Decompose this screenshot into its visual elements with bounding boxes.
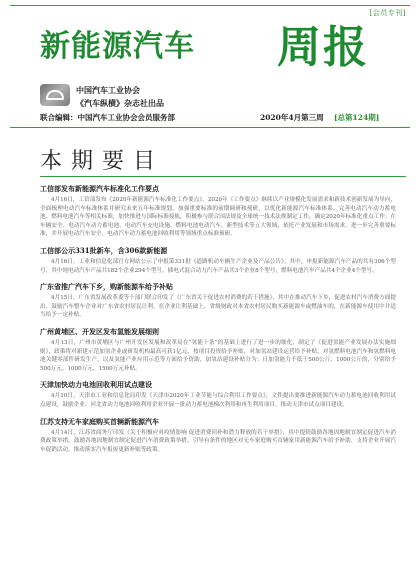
article (40, 417, 396, 455)
article-title[interactable]: 工信部发布新能源汽车标准化工作要点 (40, 184, 159, 193)
caam-logo-icon (40, 84, 70, 106)
masthead-title: 新能源汽车 (40, 29, 195, 64)
masthead-subtitle: 周报 (277, 22, 369, 73)
article-title[interactable]: 广东省推广汽车下乡，购新能源车给予补贴 (40, 282, 173, 292)
publisher-name: 中国汽车工业协会 (76, 86, 140, 95)
article-title[interactable]: 工信部公示331批新车，含306款新能源 (40, 245, 168, 255)
header-rule-line (10, 5, 410, 6)
issue-info-bar (10, 112, 410, 128)
section-title: 本期要目 (40, 149, 165, 174)
member-badge: [会员专刊] (369, 9, 406, 17)
article-list (40, 184, 396, 461)
co-editor: 联合编辑：中国汽车工业协会会员服务部 (40, 113, 175, 122)
issue-number: [总第124期] (334, 113, 380, 122)
article-body: 4月16日，工信部发布《2020年新能源汽车标准化工作要点》。2020年《工作要点》继续以产业规模化发展需求和新技术创新发展为导向，全面梳理电动汽车标准体系并研究未来五年标准规划，加强重要标准的前期调研和预研，以优化新能源汽车标准体系，完善电动汽车动力蓄电池、燃料电池汽车等相关标准，加快推进与国际标准接轨，积极参与联合国法规及全球统一技术法规制定工作，确定2020年标准化重点工作；在车辆安全、电动汽车动力蓄电池、电动汽车充电设施、燃料电池电动汽车、新型技术等五大领域，依托产业发展和市场需求，进一步完善重要标准，并开展电动汽车安全、电动汽车动力蓄电池回收利用等领域重点标准预研。 (40, 197, 396, 238)
article (40, 282, 396, 320)
article-title[interactable]: 江苏支持无车家庭购买首辆新能源汽车 (40, 416, 159, 426)
article-body: 4月14日，江苏省商务厅印发《关于积极应对疫情影响 促进消费回补和潜力释放的若干举措》，其中提到鼓励各地因地制宜制定促进汽车消费政策举措。鼓励各地因地制宜制定促进汽车消费政策举措，引导有条件的地区对无车家庭购买首辆家用新能源汽车给予补助，支持企业开展汽车促销活动，推动落实汽车报废更新补贴等政策。 (40, 429, 396, 453)
article (40, 380, 396, 409)
section-rule (40, 176, 406, 177)
magazine-name: 《汽车纵横》杂志社出品 (76, 99, 164, 108)
article-body: 4月13日，广州市黄埔区与广州开发区发展和改革局在“氢能十条”的基础上进行了进一步的细化，制定了《促进氢能产业发展办法实施细则》，政策将对新建示范加氢企业或研发机构最高可获1亿元、按项目投资给予补贴，对加氢站建设运营给予补贴，对氢燃料电池汽车和氢燃料电池关键零部件研发生产，以及氢能产业应用示范等方面给予资助，加氢站建设补贴分为：日加氢能力不低于500公斤、1000公斤的，分别给予500万元、1000万元、1500万元补贴。 (40, 339, 396, 372)
article-body: 4月10日，天津市工业和信息化局印发《天津市2020年工业节能与综合利用工作要点》，文件提出要推进新能源汽车动力蓄电池回收利用试点建设，鼓励企业、河北省动力电池回收利用企业开展一批动力蓄电池梯次利用和再生利用项目，推动天津市试点项目建设。 (40, 393, 396, 408)
issue-date: 2020年4月第三周 (260, 113, 324, 122)
header-rule (0, 0, 420, 12)
article-title[interactable]: 广州黄埔区、开发区发布氢能发展细则 (40, 326, 159, 336)
article-body: 4月16日，工业和信息化部官方网站公示了申报第331批《道路机动车辆生产企业及产品公告》。其中，申报新能源汽车产品的共有306个型号，其中纯电动汽车产品共182个企业294个型号，插电式混合动力汽车产品共3个企业8个型号，燃料电池汽车产品共4个企业4个型号。 (40, 258, 396, 274)
article (40, 246, 396, 275)
article-body: 4月15日，广东省发展改革委等十部门联合印发了《广东省关于促进农村消费的若干措施》，其中在推动汽车下乡，促进农村汽车消费方面提出，鼓励汽车整车企业对广东省农村居民让利，在企业让利基础上，省级财政对本省农村居民购买新能源车或燃油车的，在新能源车使用中并适当给予一定补贴。 (40, 295, 396, 319)
issue-info-rule (10, 127, 410, 128)
article-title[interactable]: 天津加快动力电池回收利用试点建设 (40, 380, 152, 390)
article (40, 327, 396, 373)
article (40, 184, 396, 239)
